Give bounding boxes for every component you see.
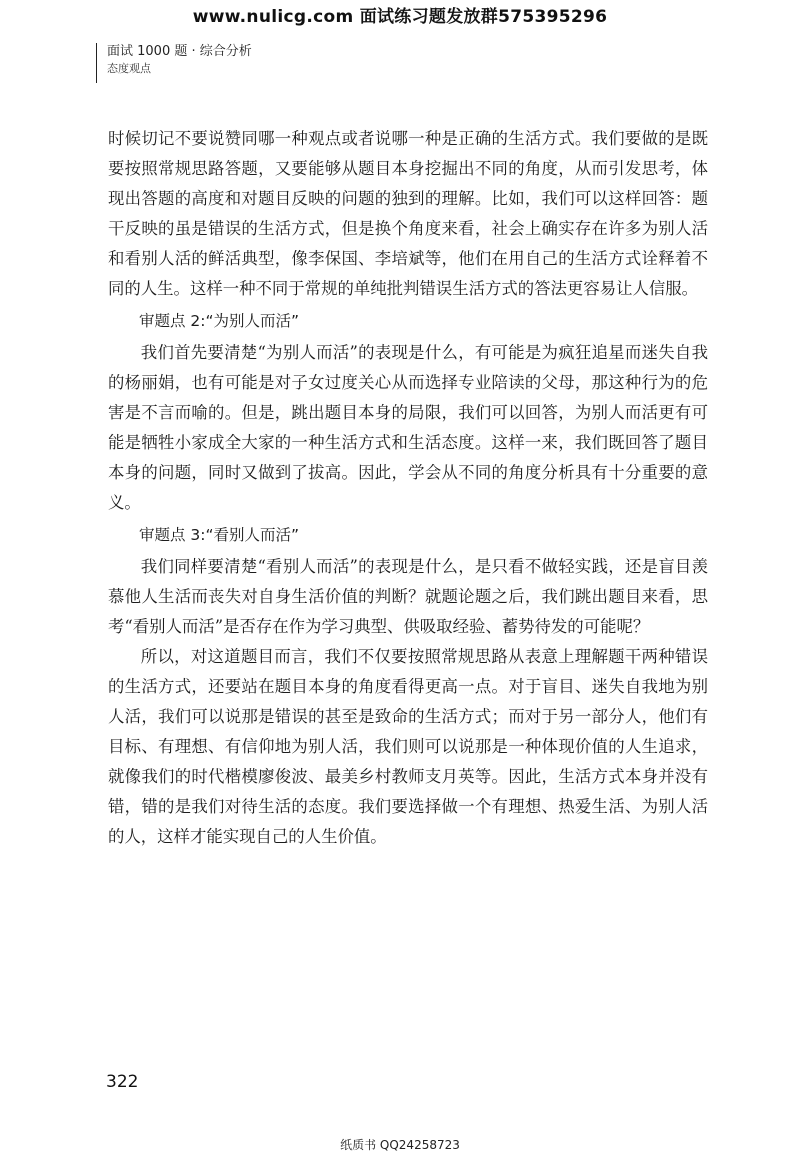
paragraph: 所以，对这道题目而言，我们不仅要按照常规思路从表意上理解题干两种错误的生活方式，还要站在题目本身的角度看得更高一点。对于盲目、迷失自我地为别人活，我们可以说那是错误的甚至是致命的生活方式；而对于另一部分人，他们有目标、有理想、有信仰地为别人活，我们则可以说那是一种体现价值的人生追求，就像我们的时代楷模廖俊波、最美乡村教师支月英等。因此，生活方式本身并没有错，错的是我们对待生活的态度。我们要选择做一个有理想、热爱生活、为别人活的人，这样才能实现自己的人生价值。 xyxy=(108,647,708,846)
paragraph: 时候切记不要说赞同哪一种观点或者说哪一种是正确的生活方式。我们要做的是既要按照常规思路答题，又要能够从题目本身挖掘出不同的角度，从而引发思考，体现出答题的高度和对题目反映的问题的独到的理解。比如，我们可以这样回答：题干反映的虽是错误的生活方式，但是换个角度来看，社会上确实存在许多为别人活和看别人活的鲜活典型，像李保国、李培斌等，他们在用自己的生活方式诠释着不同的人生。这样一种不同于常规的单纯批判错误生活方式的答法更容易让人信服。 xyxy=(108,129,708,298)
section-title: 态度观点 xyxy=(107,62,151,75)
subheading: 审题点 2:“为别人而活” xyxy=(139,312,300,330)
body-text xyxy=(108,124,708,852)
paragraph: 我们同样要清楚“看别人而活”的表现是什么，是只看不做轻实践，还是盲目羡慕他人生活而丧失对自身生活价值的判断？就题论题之后，我们跳出题目来看，思考“看别人而活”是否存在作为学习典型、供吸取经验、蓄势待发的可能呢？ xyxy=(108,557,708,636)
watermark-banner: www.nulicg.com 面试练习题发放群575395296 xyxy=(192,7,608,27)
footer-stamp: 纸质书 QQ24258723 xyxy=(340,1138,460,1152)
page-number: 322 xyxy=(106,1072,139,1092)
running-header xyxy=(96,43,252,83)
paragraph: 我们首先要清楚“为别人而活”的表现是什么，有可能是为疯狂追星而迷失自我的杨丽娟，也有可能是对子女过度关心从而选择专业陪读的父母，那这种行为的危害是不言而喻的。但是，跳出题目本身的局限，我们可以回答，为别人而活更有可能是牺牲小家成全大家的一种生活方式和生活态度。这样一来，我们既回答了题目本身的问题，同时又做到了拔高。因此，学会从不同的角度分析具有十分重要的意义。 xyxy=(108,343,708,512)
subheading: 审题点 3:“看别人而活” xyxy=(139,526,300,544)
book-title: 面试 1000 题 · 综合分析 xyxy=(107,44,252,59)
